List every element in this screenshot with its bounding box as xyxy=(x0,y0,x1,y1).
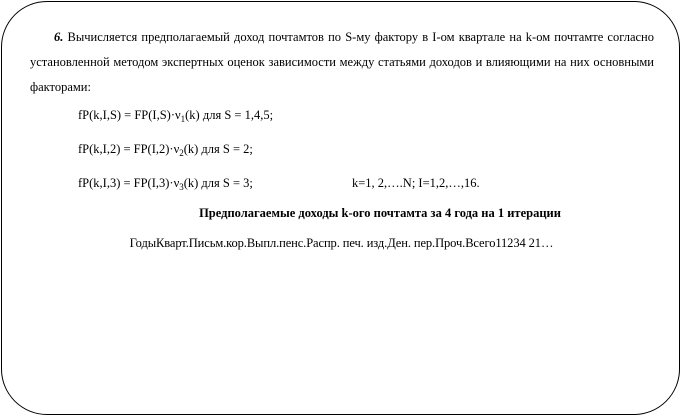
formula-3: $fP(k,I,3) = FP(I,3)\cdot\nu_3(k)$ для S = 3; xyxy=(78,176,253,192)
formula-3-range: k=1, 2,….N; I=1,2,…,16. xyxy=(352,176,480,190)
formula-2: $fP(k,I,2) = FP(I,2)\cdot\nu_2(k)$ для S = 2; xyxy=(78,142,253,158)
item-number: 6. xyxy=(54,30,64,44)
table-title: Предполагаемые доходы k-ого почтамта за 4 года на 1 итерации xyxy=(199,206,561,220)
formula-1: $fP(k,I,S) = FP(I,S)\cdot\nu_1(k)$ для S = 1,4,5; xyxy=(78,108,274,124)
table-row: ГодыКварт.Письм.кор.Выпл.пенс.Распр. печ. изд.Ден. пер.Проч.Всего11234 21… xyxy=(129,236,554,250)
paragraph-text: Вычисляется предполагаемый доход почтамтов по S-му фактору в I-ом квартале на k-ом почтамте согласно установленной методом экспертных оценок зависимости между статьями доходов и влияющими на них основными факторами: xyxy=(30,30,654,94)
description-paragraph xyxy=(30,25,654,100)
